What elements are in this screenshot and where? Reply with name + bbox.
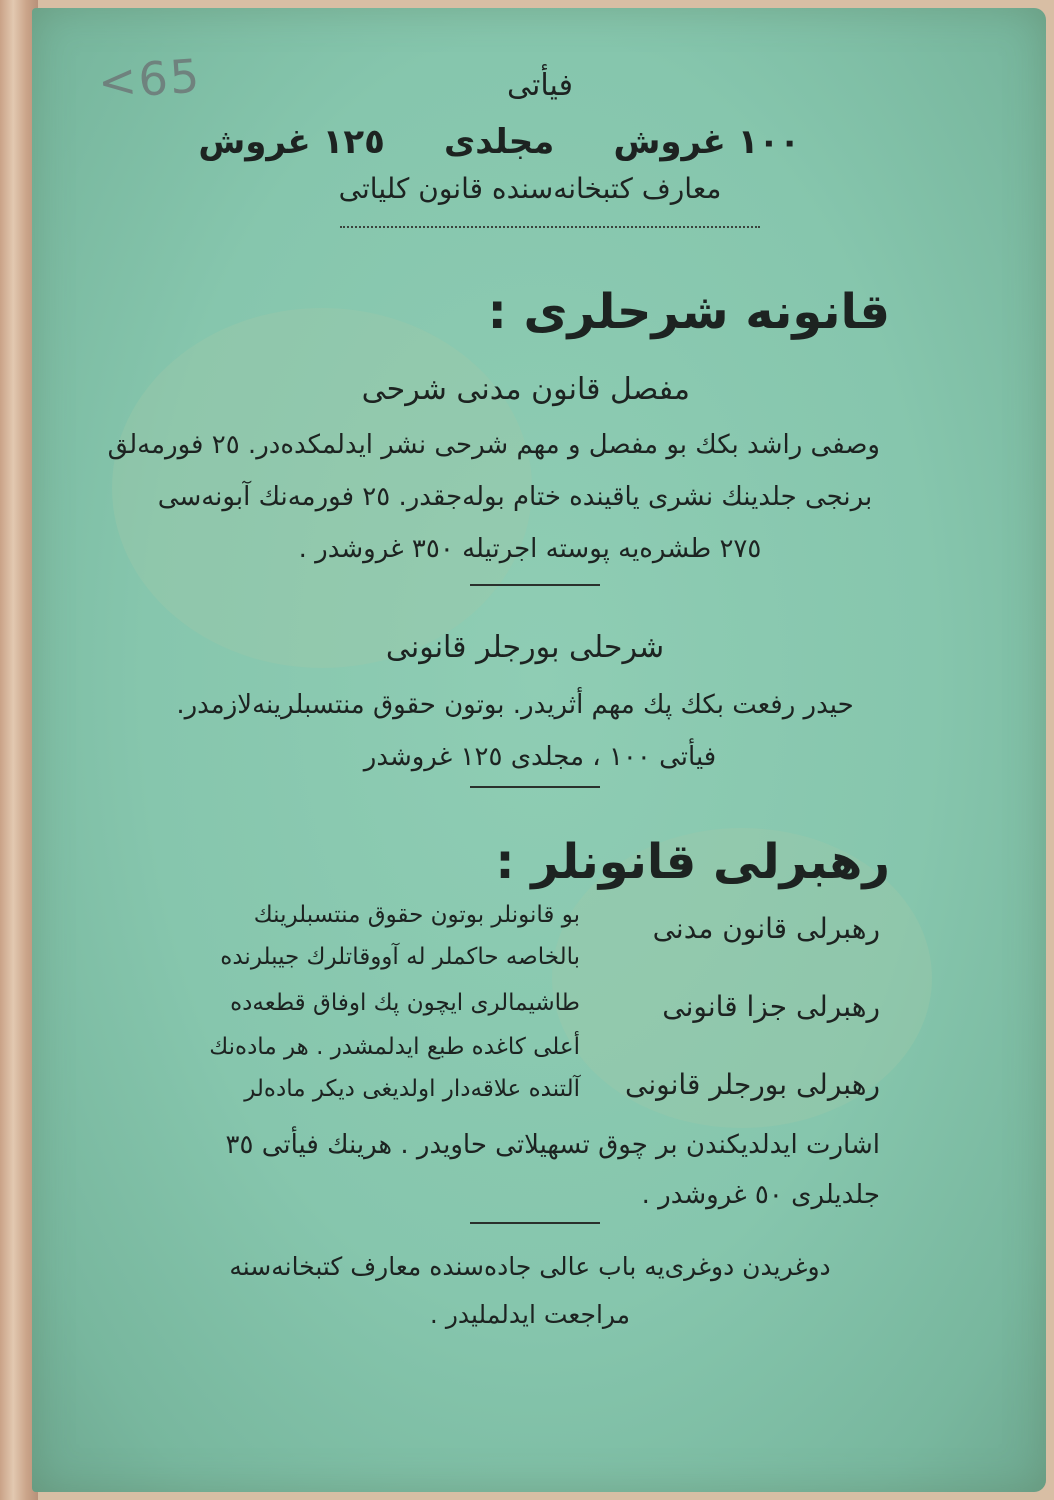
guided-laws-description-line: طاشیمالری ایچون پك اوفاق قطعه‌ده: [230, 990, 580, 1016]
guided-law-title: رهبرلی قانون مدنی: [652, 912, 880, 945]
price-subtitle: معارف کتبخانه‌سنده قانون کلیاتی: [338, 172, 722, 205]
section-heading-guided-laws: رهبرلی قانونلر :: [495, 834, 890, 890]
dotted-divider: [340, 226, 760, 228]
guided-laws-description-line: بالخاصه حاکملر له آووقاتلرك جیبلرنده: [220, 944, 580, 970]
book-title-obligations-law: شرحلی بورجلر قانونی: [385, 630, 665, 665]
guided-laws-description-line: آلتنده علاقه‌دار اولدیغی دیکر ماده‌لر: [244, 1076, 580, 1102]
guided-laws-description-line: أعلی کاغده‌ طبع ایدلمشدر . هر ماده‌نك: [209, 1034, 580, 1060]
price-line: ١٠٠ غروش مجلدی ١٢٥ غروش: [198, 122, 800, 162]
pencil-annotation: <65: [96, 48, 203, 110]
guided-law-title: رهبرلی جزا قانونی: [662, 990, 880, 1023]
section-divider: [470, 786, 600, 788]
section-divider: [470, 584, 600, 586]
section-heading-commentaries: قانونه شرحلری :: [487, 284, 890, 340]
footer-note-line: مراجعت ایدلملیدر .: [429, 1300, 631, 1329]
price-title: فیأتی: [507, 68, 573, 103]
guided-law-title: رهبرلی بورجلر قانونی: [625, 1068, 880, 1101]
book-description-line: وصفی راشد بکك بو مفصل و مهم شرحی نشر ایدلمکده‌در. ٢٥ فورمه‌لق: [107, 430, 880, 460]
guided-laws-description-line: بو قانونلر بوتون حقوق منتسبلرینك: [253, 902, 580, 928]
book-description-line: فیأتی ١٠٠ ، مجلدی ١٢٥ غروشدر: [363, 742, 717, 772]
book-description-line: ٢٧٥ طشره‌یه پوسته اجرتیله ٣٥٠ غروشدر .: [298, 534, 762, 564]
book-title-civil-law-commentary: مفصل قانون مدنی شرحی: [361, 372, 690, 407]
guided-laws-closing-line: جلدیلری ٥٠ غروشدر .: [641, 1180, 880, 1210]
guided-laws-closing-line: اشارت ایدلدیکندن بر چوق تسهیلاتی حاویدر . هرینك فیأتی ٣٥: [225, 1130, 880, 1160]
footer-note-line: دوغریدن دوغری‌یه باب عالی جاده‌سنده معارف کتبخانه‌سنه: [229, 1252, 831, 1281]
book-description-line: برنجی جلدینك نشری یاقینده ختام بوله‌جقدر. ٢٥ فورمه‌نك آبونه‌سی: [157, 482, 873, 512]
book-description-line: حیدر رفعت بکك پك مهم أثریدر. بوتون حقوق منتسبلرینه‌لازمدر.: [176, 690, 854, 720]
section-divider: [470, 1222, 600, 1224]
